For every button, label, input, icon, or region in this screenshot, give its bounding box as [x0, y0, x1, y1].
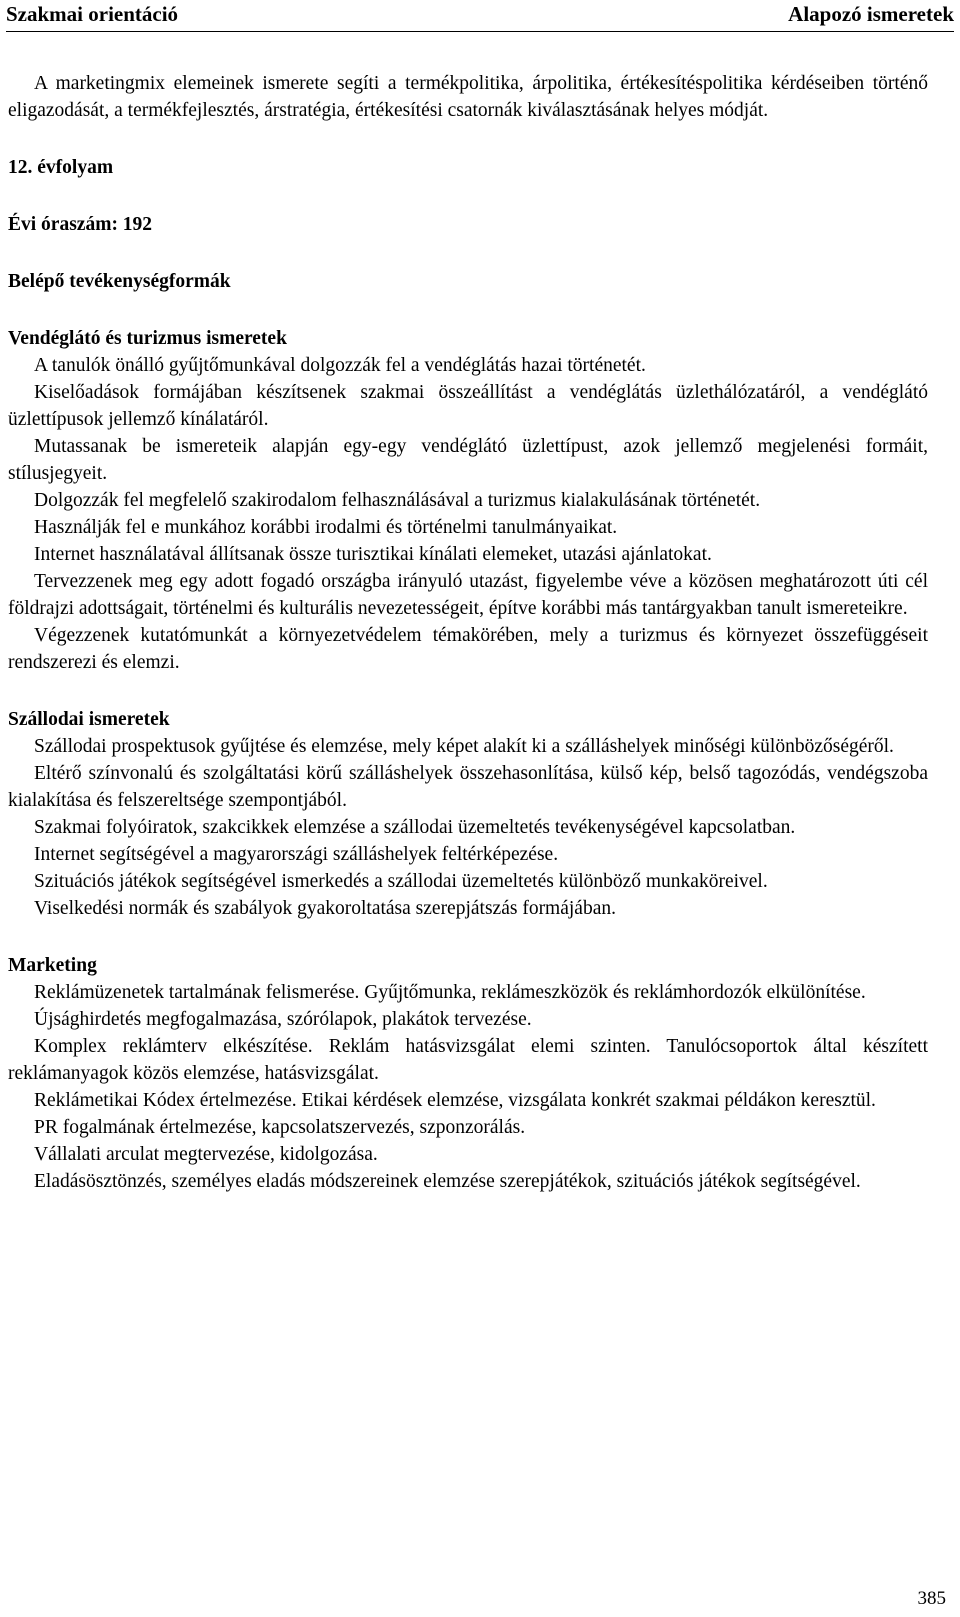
paragraph: Eltérő színvonalú és szolgáltatási körű szálláshelyek összehasonlítása, külső kép, belső tagozódás, vendégszoba kialakítása és felszereltsége szempontjából. [8, 763, 928, 811]
paragraph: Kiselőadások formájában készítsenek szakmai összeállítást a vendéglátás üzlethálózatáról, a vendéglátó üzlettípusok jellemző kínálatáról. [8, 382, 928, 430]
section-title: Marketing [8, 955, 97, 976]
paragraph: PR fogalmának értelmezése, kapcsolatszervezés, szponzorálás. [34, 1117, 526, 1138]
paragraph: Szituációs játékok segítségével ismerkedés a szállodai üzemeltetés különböző munkaköreivel. [34, 871, 768, 892]
paragraph: Reklámüzenetek tartalmának felismerése. Gyűjtőmunka, reklámeszközök és reklámhordozók elkülönítése. [34, 982, 866, 1003]
paragraph: Szakmai folyóiratok, szakcikkek elemzése a szállodai üzemeltetés tevékenységével kapcsolatban. [34, 817, 796, 838]
page-number: 385 [917, 1588, 946, 1609]
paragraph: Dolgozzák fel megfelelő szakirodalom felhasználásával a turizmus kialakulásának történetét. [34, 490, 761, 511]
paragraph: Eladásösztönzés, személyes eladás módszereinek elemzése szerepjátékok, szituációs játékok segítségével. [34, 1171, 861, 1192]
section-marketing [8, 952, 928, 1195]
section-hotel [8, 706, 928, 922]
section-title: Vendéglátó és turizmus ismeretek [8, 328, 287, 349]
paragraph: Szállodai prospektusok gyűjtése és elemzése, mely képet alakít ki a szálláshelyek minőségi különbözőségéről. [34, 736, 894, 757]
running-header [6, 0, 954, 32]
intro-paragraph: A marketingmix elemeinek ismerete segíti a termékpolitika, árpolitika, értékesítéspolitika kérdéseiben történő eligazodását, a termékfejlesztés, árstratégia, értékesítési csatornák kiválasztásának helyes módját. [8, 73, 928, 121]
paragraph: A tanulók önálló gyűjtőmunkával dolgozzák fel a vendéglátás hazai történetét. [34, 355, 646, 376]
hours-heading: Évi óraszám: 192 [8, 214, 153, 235]
activities-heading: Belépő tevékenységformák [8, 271, 231, 292]
paragraph: Vállalati arculat megtervezése, kidolgozása. [34, 1144, 378, 1165]
section-hospitality [8, 325, 928, 676]
grade-heading: 12. évfolyam [8, 157, 114, 178]
paragraph: Komplex reklámterv elkészítése. Reklám hatásvizsgálat elemi szinten. Tanulócsoportok által készített reklámanyagok közös elemzése, hatásvizsgálat. [8, 1036, 928, 1084]
paragraph: Reklámetikai Kódex értelmezése. Etikai kérdések elemzése, vizsgálata konkrét szakmai példákon keresztül. [34, 1090, 876, 1111]
paragraph: Használják fel e munkához korábbi irodalmi és történelmi tanulmányaikat. [34, 517, 618, 538]
header-left: Szakmai orientáció [6, 2, 179, 26]
paragraph: Újsághirdetés megfogalmazása, szórólapok, plakátok tervezése. [34, 1009, 532, 1030]
paragraph: Internet segítségével a magyarországi szálláshelyek feltérképezése. [34, 844, 559, 865]
header-right: Alapozó ismeretek [788, 2, 954, 26]
paragraph: Mutassanak be ismereteik alapján egy-egy vendéglátó üzlettípust, azok jellemző megjelenési formáit, stílusjegyeit. [8, 436, 928, 484]
section-title: Szállodai ismeretek [8, 709, 170, 730]
page-content [8, 70, 928, 1195]
paragraph: Tervezzenek meg egy adott fogadó országba irányuló utazást, figyelembe véve a közösen meghatározott úti cél földrajzi adottságait, történelmi és kulturális nevezetességeit, építve korábbi más tantárgyakban tanult ismereteikre. [8, 571, 928, 619]
paragraph: Viselkedési normák és szabályok gyakoroltatása szerepjátszás formájában. [34, 898, 616, 919]
paragraph: Végezzenek kutatómunkát a környezetvédelem témakörében, mely a turizmus és környezet összefüggéseit rendszerezi és elemzi. [8, 625, 928, 673]
paragraph: Internet használatával állítsanak össze turisztikai kínálati elemeket, utazási ajánlatokat. [34, 544, 712, 565]
